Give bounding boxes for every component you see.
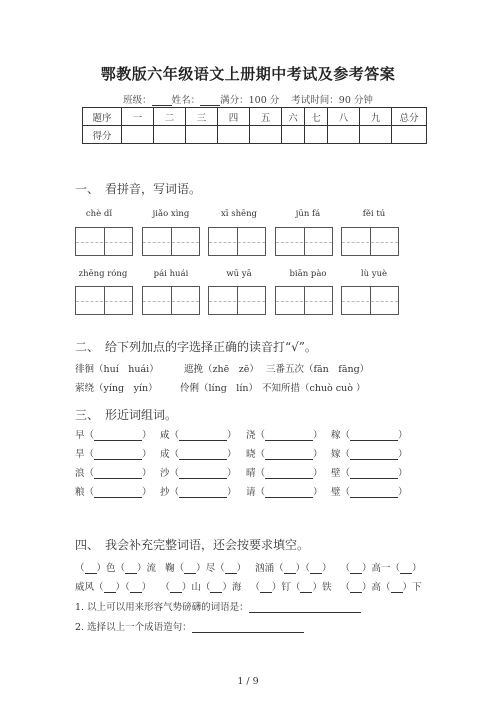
exam-info — [0, 92, 496, 106]
word-blank[interactable] — [94, 449, 142, 460]
exam-time: 考试时间：90 分钟 — [291, 95, 373, 106]
idiom-blank[interactable] — [130, 582, 142, 593]
score-table-score-row — [83, 126, 427, 144]
score-cell: 七 — [305, 108, 328, 126]
pinyin-label: lù yuè — [360, 269, 388, 279]
section1-heading: 一、 看拼音，写词语。 — [75, 182, 202, 196]
word-blank[interactable] — [265, 468, 313, 479]
similar-char: 浇 — [246, 430, 256, 441]
score-table — [82, 107, 427, 144]
tianzige-box[interactable] — [75, 286, 133, 315]
idiom-blank[interactable] — [210, 582, 222, 593]
similar-char: 晓 — [246, 449, 256, 460]
word-blank[interactable] — [94, 430, 142, 441]
section4-heading: 四、 我会补充完整词语，还会按要求填空。 — [75, 538, 310, 552]
tianzige-box[interactable] — [341, 227, 399, 256]
score-input-cell[interactable] — [328, 126, 360, 144]
similar-char: 稼 — [331, 430, 341, 441]
similar-char-item: 抄（ ） — [160, 487, 237, 498]
similar-char-item: 旱（ ） — [75, 449, 152, 460]
similar-char-item: 请（ ） — [246, 487, 323, 498]
score-cell: 一 — [122, 108, 154, 126]
pinyin-label: chè dǐ — [85, 209, 113, 219]
similar-char: 请 — [246, 487, 256, 498]
idiom-blank[interactable] — [284, 563, 296, 574]
similar-char: 咸 — [160, 430, 170, 441]
word-blank[interactable] — [179, 487, 227, 498]
similar-char: 晴 — [246, 468, 256, 479]
score-input-cell[interactable] — [282, 126, 305, 144]
similar-char: 沙 — [160, 468, 170, 479]
class-blank[interactable] — [152, 95, 172, 106]
similar-char-item: 咸（ ） — [160, 430, 237, 441]
idiom-line-2: 威风（ ）（ ） （ ）山（ ）海 （ ）钉（ ）铁 （ ）高（ ）下 — [75, 582, 422, 593]
idiom-blank[interactable] — [125, 563, 137, 574]
name-blank[interactable] — [200, 95, 220, 106]
similar-char-item: 嫁（ ） — [331, 449, 408, 460]
idiom-line-1: （ ）色（ ）流 鞠（ ）尽（ ） 汹涌（ ）（ ） （ ）高一（ ） — [75, 563, 422, 574]
idiom-blank[interactable] — [350, 563, 362, 574]
word-blank[interactable] — [350, 449, 398, 460]
similar-char: 璧 — [331, 487, 341, 498]
score-cell: 总分 — [392, 108, 427, 126]
similar-char-item: 早（ ） — [75, 430, 152, 441]
score-row-label: 得分 — [83, 126, 122, 144]
tianzige-box[interactable] — [275, 286, 333, 315]
pinyin-label: fěi tú — [362, 209, 386, 219]
name-label: 姓名： — [171, 95, 201, 106]
similar-char-item: 壁（ ） — [331, 468, 408, 479]
idiom-blank[interactable] — [310, 563, 322, 574]
score-input-cell[interactable] — [154, 126, 186, 144]
score-input-cell[interactable] — [218, 126, 250, 144]
idiom-blank[interactable] — [184, 563, 196, 574]
similar-char-item: 成（ ） — [160, 449, 237, 460]
similar-char: 早 — [75, 430, 85, 441]
pinyin-label: jiǎo xìng — [152, 209, 190, 219]
similar-char-item: 晓（ ） — [246, 449, 323, 460]
class-label: 班级： — [123, 95, 152, 106]
idiom-blank[interactable] — [85, 563, 97, 574]
tianzige-box[interactable] — [208, 227, 266, 256]
reading-choice[interactable]: 萦绕（yíng yín） — [75, 383, 158, 394]
idiom-blank[interactable] — [300, 582, 312, 593]
section3-heading: 三、 形近词组词。 — [75, 408, 178, 422]
tianzige-box[interactable] — [75, 227, 133, 256]
pinyin-label: zhēng róng — [78, 269, 128, 279]
score-table-header-row — [83, 108, 427, 126]
full-score: 满分：100 分 — [220, 95, 280, 106]
word-blank[interactable] — [179, 430, 227, 441]
answer-blank[interactable] — [249, 602, 361, 613]
word-blank[interactable] — [179, 468, 227, 479]
word-blank[interactable] — [179, 449, 227, 460]
idiom-blank[interactable] — [170, 582, 182, 593]
similar-char: 抄 — [160, 487, 170, 498]
word-blank[interactable] — [265, 449, 313, 460]
similar-char-item: 璧（ ） — [331, 487, 408, 498]
score-input-cell[interactable] — [360, 126, 392, 144]
similar-char-item: 浇（ ） — [246, 430, 323, 441]
tianzige-box[interactable] — [341, 286, 399, 315]
similar-char: 成 — [160, 449, 170, 460]
pinyin-label: wū yā — [226, 269, 252, 279]
idiom-blank[interactable] — [400, 563, 412, 574]
word-blank[interactable] — [350, 430, 398, 441]
word-blank[interactable] — [350, 468, 398, 479]
similar-char: 浪 — [75, 468, 85, 479]
score-cell: 六 — [282, 108, 305, 126]
page-title: 鄂教版六年级语文上册期中考试及参考答案 — [100, 65, 396, 83]
score-cell: 五 — [250, 108, 282, 126]
reading-choice[interactable]: 伶俐（líng lín） — [180, 383, 258, 394]
reading-choice[interactable]: 徘徊（huí huái） — [75, 364, 159, 375]
similar-char: 粮 — [75, 487, 85, 498]
similar-char-item: 晴（ ） — [246, 468, 323, 479]
reading-choice[interactable]: 遮挽（zhē zē） — [184, 364, 259, 375]
word-blank[interactable] — [265, 430, 313, 441]
tianzige-box[interactable] — [142, 227, 200, 256]
score-input-cell[interactable] — [250, 126, 282, 144]
question-1: 1. 以上可以用来形容气势磅礴的词语是： — [75, 599, 361, 613]
similar-char: 壁 — [331, 468, 341, 479]
similar-char-item: 沙（ ） — [160, 468, 237, 479]
similar-char-item: 粮（ ） — [75, 487, 152, 498]
question-2: 2. 选择以上一个成语造句： — [75, 619, 304, 633]
idiom-blank[interactable] — [260, 582, 272, 593]
score-input-cell[interactable] — [305, 126, 328, 144]
idiom-blank[interactable] — [225, 563, 237, 574]
pinyin-label: jūn fá — [295, 209, 321, 219]
similar-char: 嫁 — [331, 449, 341, 460]
similar-char-item: 稼（ ） — [331, 430, 408, 441]
score-cell: 题序 — [83, 108, 122, 126]
word-blank[interactable] — [265, 487, 313, 498]
score-input-cell[interactable] — [186, 126, 218, 144]
answer-blank[interactable] — [192, 622, 304, 633]
section2-heading: 二、 给下列加点的字选择正确的读音打“√”。 — [75, 340, 317, 354]
pinyin-label: pái huái — [153, 269, 189, 279]
score-input-cell[interactable] — [392, 126, 427, 144]
pinyin-label: xī shēng — [221, 209, 257, 219]
word-blank[interactable] — [350, 487, 398, 498]
idiom-blank[interactable] — [104, 582, 116, 593]
score-cell: 九 — [360, 108, 392, 126]
pinyin-label: biān pào — [289, 269, 327, 279]
idiom-blank[interactable] — [391, 582, 403, 593]
reading-choice[interactable]: 不知所措（chuò cuò ） — [262, 383, 366, 394]
idiom-blank[interactable] — [350, 582, 362, 593]
score-input-cell[interactable] — [122, 126, 154, 144]
reading-choice[interactable]: 三番五次（fān fāng） — [266, 364, 370, 375]
score-cell: 八 — [328, 108, 360, 126]
score-cell: 二 — [154, 108, 186, 126]
word-blank[interactable] — [94, 487, 142, 498]
similar-char-item: 浪（ ） — [75, 468, 152, 479]
score-cell: 四 — [218, 108, 250, 126]
tianzige-box[interactable] — [275, 227, 333, 256]
similar-char: 旱 — [75, 449, 85, 460]
score-cell: 三 — [186, 108, 218, 126]
tianzige-box[interactable] — [142, 286, 200, 315]
tianzige-box[interactable] — [208, 286, 266, 315]
word-blank[interactable] — [94, 468, 142, 479]
page-number: 1 / 9 — [237, 676, 259, 687]
